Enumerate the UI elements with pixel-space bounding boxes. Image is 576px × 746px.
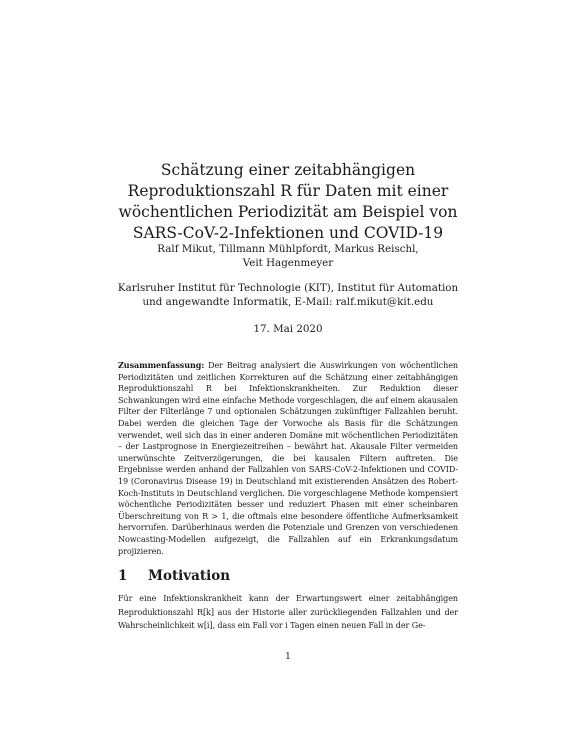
- author-line: Ralf Mikut, Tillmann Mühlpfordt, Markus Reischl,: [157, 243, 419, 255]
- abstract-text: Der Beitrag analysiert die Auswirkungen von wöchentlichen Periodizitäten und zeitlichen Korrekturen auf die Schätzung einer zeitabhängigen Reproduktionszahl R bei Infektionskrankheiten. Zur Reduktion dieser Schwankungen wird eine einfache Methode vorgeschlagen, die auf einem akausalen Filter der Filterlänge 7 und optionalen Schätzungen zukünftiger Fallzahlen beruht. Dabei werden die gleichen Tage der Vorwoche als Basis für die Schätzungen verwendet, weil sich das in einer anderen Domäne mit wöchentlichen Periodizitäten – der Lastprognose in Energiezeitreihen – bewährt hat. Akausale Filter vermeiden unerwünschte Zeitverzögerungen, die bei kausalen Filtern auftreten. Die Ergebnisse werden anhand der Fallzahlen von SARS-CoV-2-Infektionen und COVID-19 (Coronavirus Disease 19) in Deutschland mit existierenden Ansätzen des Robert-Koch-Instituts in Deutschland verglichen. Die vorgeschlagene Methode kompensiert wöchentliche Periodizitäten besser und reduziert Phasen mit einer scheinbaren Überschreitung von R > 1, die oftmals eine besondere öffentliche Aufmerksamkeit hervorrufen. Darüberhinaus werden die Potenziale und Grenzen von verschiedenen Nowcasting-Modellen aufgezeigt, die Fallzahlen auf ein Erkrankungsdatum projizieren.: [118, 361, 458, 556]
- author-list: [100, 242, 476, 270]
- page-number: 1: [285, 652, 291, 662]
- abstract-label: Zusammenfassung:: [118, 360, 205, 370]
- author-line: Veit Hagenmeyer: [242, 257, 334, 269]
- body-paragraph: Für eine Infektionskrankheit kann der Erwartungswert einer zeitabhängigen Reproduktionszahl R[k] aus der Historie aller zurückliegenden Fallzahlen und der Wahrscheinlichkeit w[i], dass ein Fall vor i Tagen einen neuen Fall in der Ge-: [118, 594, 458, 631]
- title-line: Reproduktionszahl R für Daten mit einer: [127, 182, 449, 201]
- section-heading: [118, 567, 230, 585]
- paper-title: [100, 160, 476, 244]
- section-title: Motivation: [148, 568, 231, 584]
- section-number: 1: [118, 568, 128, 584]
- affiliation: [90, 281, 486, 309]
- title-line: SARS-CoV-2-Infektionen und COVID-19: [132, 224, 444, 243]
- affiliation-line: Karlsruher Institut für Technologie (KIT), Institut für Automation: [117, 282, 459, 294]
- title-line: Schätzung einer zeitabhängigen: [160, 161, 416, 180]
- publication-date: 17. Mai 2020: [253, 323, 323, 335]
- affiliation-line: und angewandte Informatik, E-Mail: ralf.mikut@kit.edu: [142, 296, 434, 308]
- abstract: [118, 360, 458, 557]
- title-line: wöchentlichen Periodizität am Beispiel von: [118, 203, 458, 222]
